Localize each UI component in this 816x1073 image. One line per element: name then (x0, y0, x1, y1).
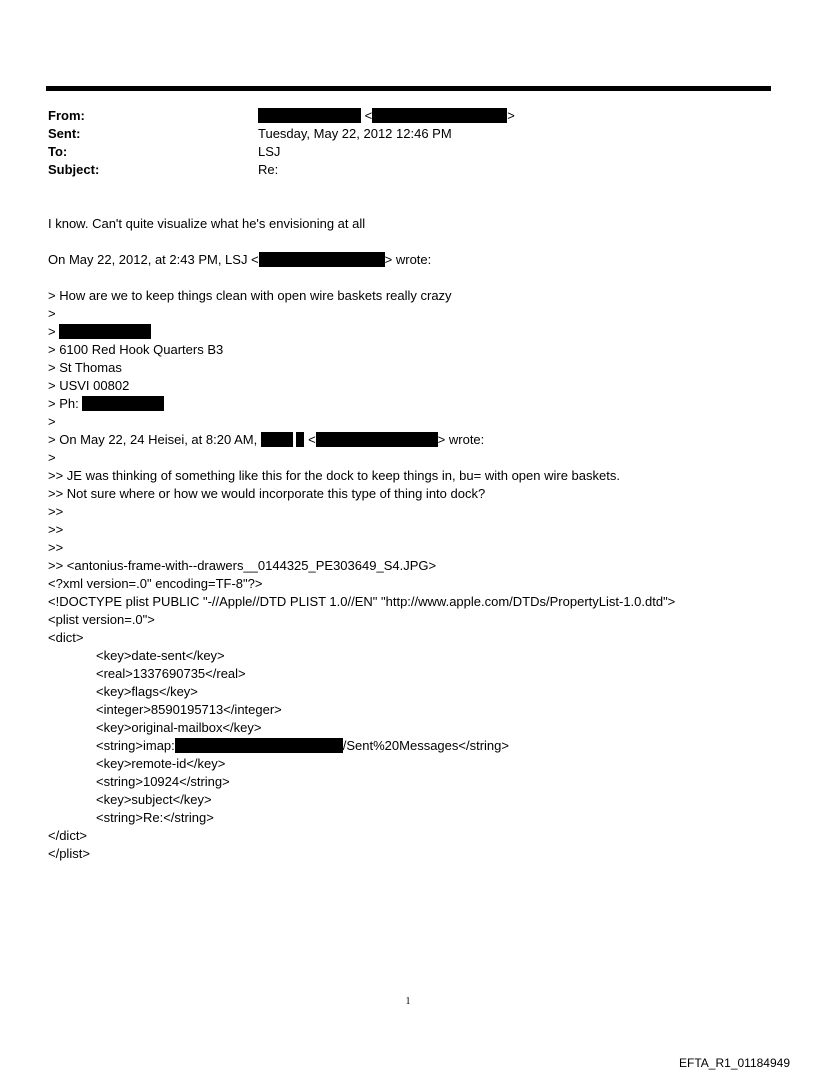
plist-line: <key>remote-id</key> (96, 756, 226, 771)
body-line: > 6100 Red Hook Quarters B3 (48, 342, 224, 357)
body-line: > How are we to keep things clean with open wire baskets really crazy (48, 288, 452, 303)
redaction-box (59, 324, 151, 339)
sent-label: Sent: (48, 126, 81, 141)
plist-line: <string>10924</string> (96, 774, 230, 789)
plist-line: <key>original-mailbox</key> (96, 720, 262, 735)
redaction-box (259, 252, 385, 267)
redaction-box (372, 108, 507, 123)
plist-line: <key>flags</key> (96, 684, 198, 699)
body-line: > USVI 00802 (48, 378, 130, 393)
sent-value: Tuesday, May 22, 2012 12:46 PM (258, 126, 452, 141)
redaction-box (175, 738, 343, 753)
to-value: LSJ (258, 144, 281, 159)
header-rule (46, 86, 771, 91)
page-number: 1 (405, 996, 411, 1007)
redaction-box (82, 396, 164, 411)
plist-line: <dict> (48, 630, 84, 645)
subject-label: Subject: (48, 162, 100, 177)
plist-line: <!DOCTYPE plist PUBLIC "-//Apple//DTD PLIST 1.0//EN" "http://www.apple.com/DTDs/PropertyList-1.0.dtd"> (48, 594, 676, 609)
plist-line: <real>1337690735</real> (96, 666, 246, 681)
to-label: To: (48, 144, 68, 159)
plist-line: <string>Re:</string> (96, 810, 214, 825)
body-line: > (48, 306, 56, 321)
subject-value: Re: (258, 162, 279, 177)
attachment-line: >> <antonius-frame-with--drawers__0144325_PE303649_S4.JPG> (48, 558, 437, 573)
body-line: >> (48, 504, 64, 519)
phone-line: > Ph: (48, 395, 164, 413)
redaction-box (261, 432, 293, 447)
nested-quote-header-line: > On May 22, 24 Heisei, at 8:20 AM, < > wrote: (48, 432, 485, 447)
document-id: EFTA_R1_01184949 (679, 1056, 790, 1070)
plist-line: <plist version=.0"> (48, 612, 155, 627)
body-line: > (48, 414, 56, 429)
plist-line: </dict> (48, 828, 88, 843)
body-line: >> (48, 540, 64, 555)
plist-line: </plist> (48, 846, 90, 861)
plist-line: <?xml version=.0" encoding=TF-8"?> (48, 576, 263, 591)
from-label: From: (48, 108, 85, 123)
body-line: I know. Can't quite visualize what he's envisioning at all (48, 216, 366, 231)
body-line: >> (48, 522, 64, 537)
plist-line: <key>date-sent</key> (96, 648, 225, 663)
plist-line: <integer>8590195713</integer> (96, 702, 282, 717)
from-value: < > (258, 107, 515, 125)
signature-name-line: > (48, 323, 151, 341)
quote-header-line: On May 22, 2012, at 2:43 PM, LSJ < > wrote: (48, 252, 432, 267)
body-line: >> Not sure where or how we would incorporate this type of thing into dock? (48, 486, 486, 501)
redaction-box (258, 108, 361, 123)
redaction-box (316, 432, 438, 447)
redaction-box (296, 432, 304, 447)
plist-line: <key>subject</key> (96, 792, 212, 807)
body-line: > (48, 450, 56, 465)
plist-mailbox-line: <string>imap: /Sent%20Messages</string> (96, 738, 509, 753)
body-line: > St Thomas (48, 360, 122, 375)
body-line: >> JE was thinking of something like this for the dock to keep things in, bu= with open wire baskets. (48, 468, 620, 483)
